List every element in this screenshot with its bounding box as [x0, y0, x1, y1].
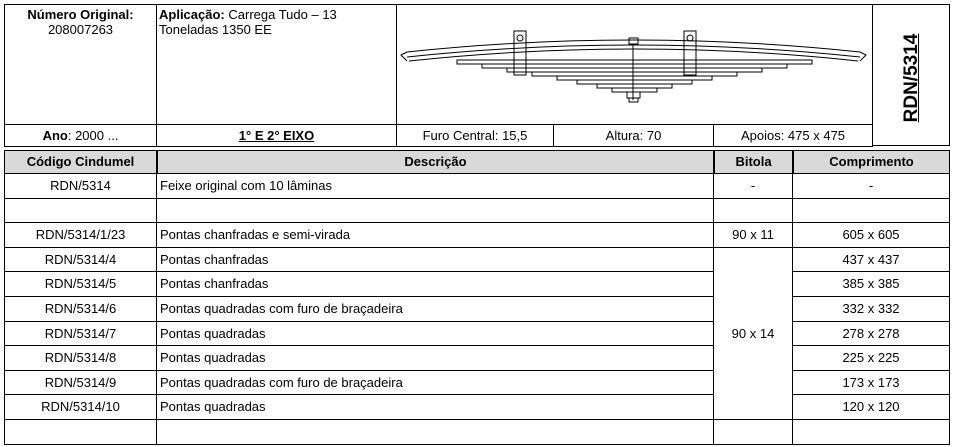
table-cell-codigo: RDN/5314/6	[4, 297, 157, 322]
code-vertical-label: RDN/5314	[901, 33, 922, 123]
furo-box	[396, 124, 554, 147]
table-cell-bitola-merged: 90 x 14	[713, 248, 793, 420]
numero-original-value: 208007263	[47, 22, 114, 37]
altura-label: Altura: 70	[605, 128, 662, 143]
furo-label: Furo Central: 15,5	[422, 128, 528, 143]
table-cell-comprimento	[792, 420, 950, 445]
col-comprimento: Comprimento	[829, 154, 914, 169]
aplicacao-box	[156, 4, 397, 125]
table-cell-codigo: RDN/5314/8	[4, 346, 157, 371]
table-cell-comprimento: 332 x 332	[792, 297, 950, 322]
table-cell-bitola: 90 x 11	[713, 223, 793, 248]
table-cell-comprimento: 225 x 225	[792, 346, 950, 371]
table-cell-descricao: Pontas quadradas	[156, 346, 714, 371]
table-cell-descricao	[156, 199, 714, 223]
table-cell-codigo: RDN/5314/7	[4, 322, 157, 346]
eixo-label: 1° E 2° EIXO	[238, 128, 315, 143]
table-cell-comprimento: 437 x 437	[792, 248, 950, 272]
table-cell-descricao: Pontas quadradas	[156, 395, 714, 420]
apoios-box	[713, 124, 873, 147]
leaf-spring-diagram	[397, 5, 872, 124]
code-vertical-box	[872, 4, 950, 146]
table-cell-codigo: RDN/5314/10	[4, 395, 157, 420]
col-bitola: Bitola	[735, 154, 772, 169]
col-codigo: Código Cindumel	[26, 154, 135, 169]
table-left-border	[4, 174, 5, 445]
table-cell-comprimento: 120 x 120	[792, 395, 950, 420]
table-cell-comprimento: 278 x 278	[792, 322, 950, 346]
table-cell-descricao: Pontas chanfradas	[156, 248, 714, 272]
eixo-box	[156, 124, 397, 147]
table-cell-bitola	[713, 420, 793, 445]
aplicacao-value-1: Carrega Tudo – 13	[228, 7, 337, 22]
header-divider-2	[713, 150, 715, 174]
table-cell-comprimento: 173 x 173	[792, 371, 950, 395]
table-cell-bitola: -	[713, 174, 793, 199]
table-cell-codigo: RDN/5314	[4, 174, 157, 199]
table-cell-bitola	[713, 199, 793, 223]
spring-drawing-box	[396, 4, 873, 125]
table-cell-descricao: Pontas quadradas com furo de braçadeira	[156, 297, 714, 322]
table-cell-descricao: Pontas quadradas com furo de braçadeira	[156, 371, 714, 395]
altura-box	[553, 124, 714, 147]
ano-box	[4, 124, 157, 147]
table-cell-codigo: RDN/5314/5	[4, 272, 157, 297]
table-cell-comprimento	[792, 199, 950, 223]
ano-value: : 2000 ...	[67, 128, 119, 143]
ano-label: Ano	[42, 128, 68, 143]
aplicacao-value-2: Toneladas 1350 EE	[159, 22, 272, 37]
aplicacao-label: Aplicação:	[159, 7, 225, 22]
header-divider-3	[792, 150, 794, 174]
table-cell-comprimento: -	[792, 174, 950, 199]
table-cell-codigo: RDN/5314/4	[4, 248, 157, 272]
numero-original-box	[4, 4, 157, 125]
ano-text	[5, 128, 156, 143]
table-cell-descricao: Pontas chanfradas	[156, 272, 714, 297]
header-divider-1	[156, 150, 158, 174]
aplicacao-line1	[159, 7, 337, 22]
table-cell-codigo	[4, 420, 157, 445]
table-cell-descricao	[156, 420, 714, 445]
table-cell-descricao: Pontas chanfradas e semi-virada	[156, 223, 714, 248]
col-descricao: Descrição	[404, 154, 467, 169]
table-cell-codigo: RDN/5314/1/23	[4, 223, 157, 248]
apoios-label: Apoios: 475 x 475	[740, 128, 846, 143]
table-cell-descricao: Feixe original com 10 lâminas	[156, 174, 714, 199]
table-cell-comprimento: 385 x 385	[792, 272, 950, 297]
numero-original-label: Número Original:	[27, 7, 134, 22]
table-cell-descricao: Pontas quadradas	[156, 322, 714, 346]
table-cell-codigo	[4, 199, 157, 223]
table-cell-comprimento: 605 x 605	[792, 223, 950, 248]
table-cell-codigo: RDN/5314/9	[4, 371, 157, 395]
